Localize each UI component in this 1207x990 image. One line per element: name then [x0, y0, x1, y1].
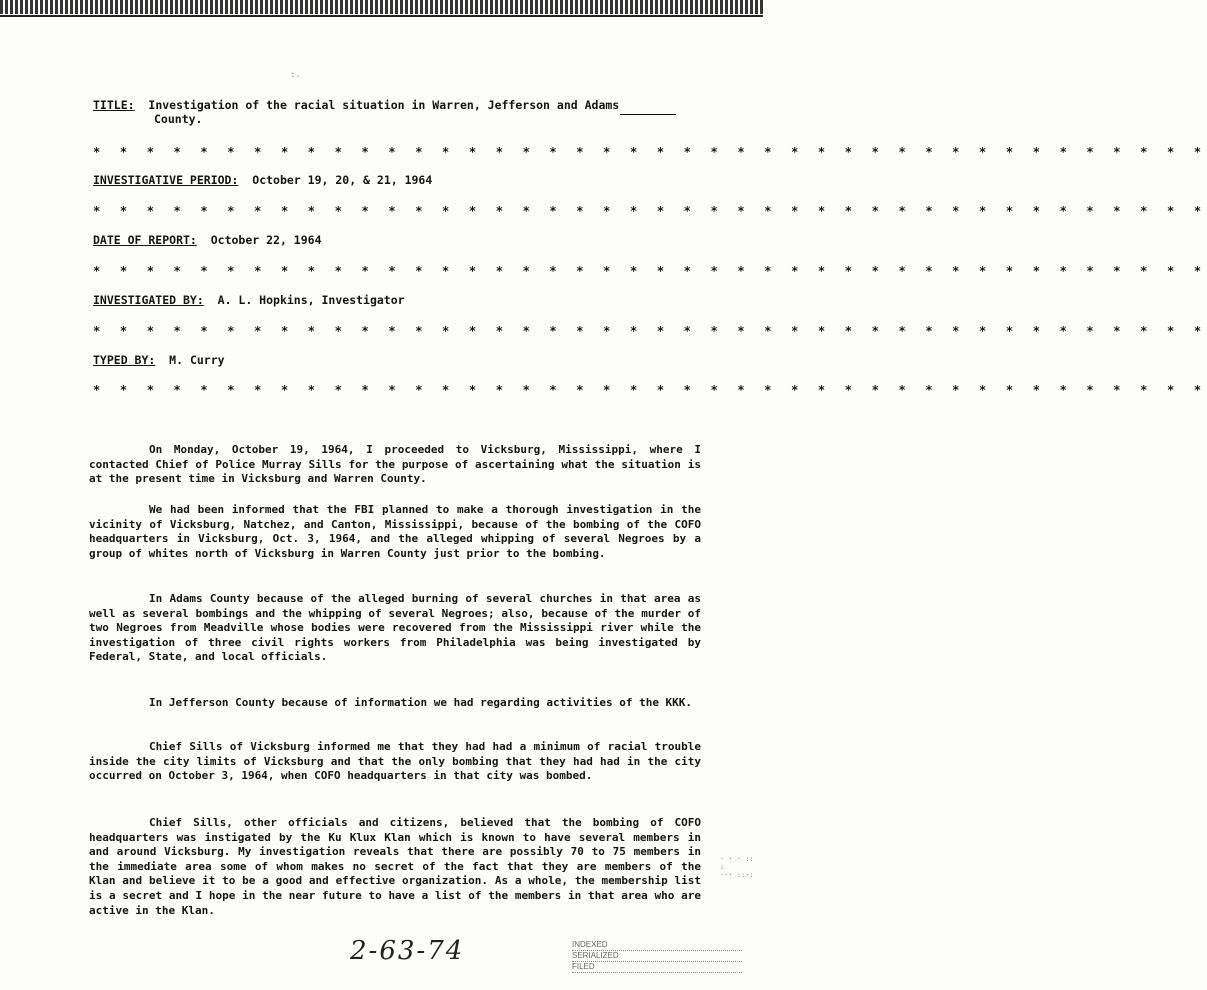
typed-value: M. Curry	[169, 353, 225, 367]
stamp-line-filed: FILED	[572, 962, 742, 973]
title-label: TITLE:	[93, 98, 135, 112]
paragraph-6-text: Chief Sills, other officials and citizens, believed that the bombing of COFO headquarters was instigated by the Ku Klux Klan which is known to have several members in and around Vicksburg. My investigation reveals that there are possibly 70 to 75 members in the immediate area some of whom makes no secret of the fact that they are members of the Klan and believe it to be a good and effective organization. As a whole, the membership list is a secret and I hope in the near future to have a list of the members in that area who are active in the Klan.	[89, 816, 701, 917]
paragraph-5	[89, 740, 701, 784]
paragraph-4	[89, 696, 701, 711]
title-value: Investigation of the racial situation in Warren, Jefferson and Adams	[148, 98, 620, 112]
separator-4: * * * * * * * * * * * * * * * * * * * * * * * * * * * * * * * * * * * * * * * * * *	[93, 324, 1207, 338]
period-label: INVESTIGATIVE PERIOD:	[93, 173, 239, 187]
title-line	[93, 98, 619, 112]
stamp-line-serialized: SERIALIZED	[572, 951, 742, 962]
date-label: DATE OF REPORT:	[93, 233, 197, 247]
investigator-line	[93, 293, 405, 307]
separator-1: * * * * * * * * * * * * * * * * * * * * * * * * * * * * * * * * * * * * * * * * * *	[93, 145, 1207, 159]
scan-speck: :.	[290, 70, 301, 80]
paragraph-1	[89, 443, 701, 487]
paragraph-3-text: In Adams County because of the alleged burning of several churches in that area as well as several bombings and the whipping of several Negroes; also, because of the murder of two Negroes from Meadville whose bodies were recovered from the Mississippi river while the investigation of three civil rights workers from Philadelphia was being investigated by Federal, State, and local officials.	[89, 592, 701, 664]
separator-3: * * * * * * * * * * * * * * * * * * * * * * * * * * * * * * * * * * * * * * * * * *	[93, 264, 1207, 278]
period-value: October 19, 20, & 21, 1964	[252, 173, 433, 187]
title-underline-mark	[620, 114, 676, 115]
paragraph-3	[89, 592, 701, 665]
scan-edge-top	[0, 0, 763, 14]
handwritten-file-number: 2-63-74	[350, 936, 465, 966]
paragraph-6	[89, 816, 701, 918]
paragraph-1-text: On Monday, October 19, 1964, I proceeded to Vicksburg, Mississippi, where I contacted Chief of Police Murray Sills for the purpose of ascertaining what the situation is at the present time in Vicksburg and Warren County.	[89, 443, 701, 486]
filing-stamp	[572, 940, 757, 988]
scan-edge-line	[0, 15, 763, 17]
scan-edge-marks: · · · :: : ··· ::·:	[720, 855, 754, 879]
stamp-line-indexed: INDEXED	[572, 940, 742, 951]
period-line	[93, 173, 432, 187]
investigator-label: INVESTIGATED BY:	[93, 293, 204, 307]
paragraph-4-text: In Jefferson County because of information we had regarding activities of the KKK.	[149, 696, 693, 709]
title-value-cont: County.	[154, 112, 203, 126]
investigator-value: A. L. Hopkins, Investigator	[217, 293, 405, 307]
separator-2: * * * * * * * * * * * * * * * * * * * * * * * * * * * * * * * * * * * * * * * * * *	[93, 204, 1207, 218]
paragraph-5-text: Chief Sills of Vicksburg informed me that they had had a minimum of racial trouble inside the city limits of Vicksburg and that the only bombing that they had had in the city occurred on October 3, 1964, when COFO headquarters in that city was bombed.	[89, 740, 701, 783]
date-line	[93, 233, 322, 247]
separator-5: * * * * * * * * * * * * * * * * * * * * * * * * * * * * * * * * * * * * * * * * * *	[93, 383, 1207, 397]
paragraph-2	[89, 503, 701, 561]
typed-label: TYPED BY:	[93, 353, 156, 367]
date-value: October 22, 1964	[210, 233, 322, 247]
typed-line	[93, 353, 225, 367]
paragraph-2-text: We had been informed that the FBI planned to make a thorough investigation in the vicinity of Vicksburg, Natchez, and Canton, Mississippi, because of the bombing of the COFO headquarters in Vicksburg, Oct. 3, 1964, and the alleged whipping of several Negroes by a group of whites north of Vicksburg in Warren County just prior to the bombing.	[89, 503, 701, 560]
